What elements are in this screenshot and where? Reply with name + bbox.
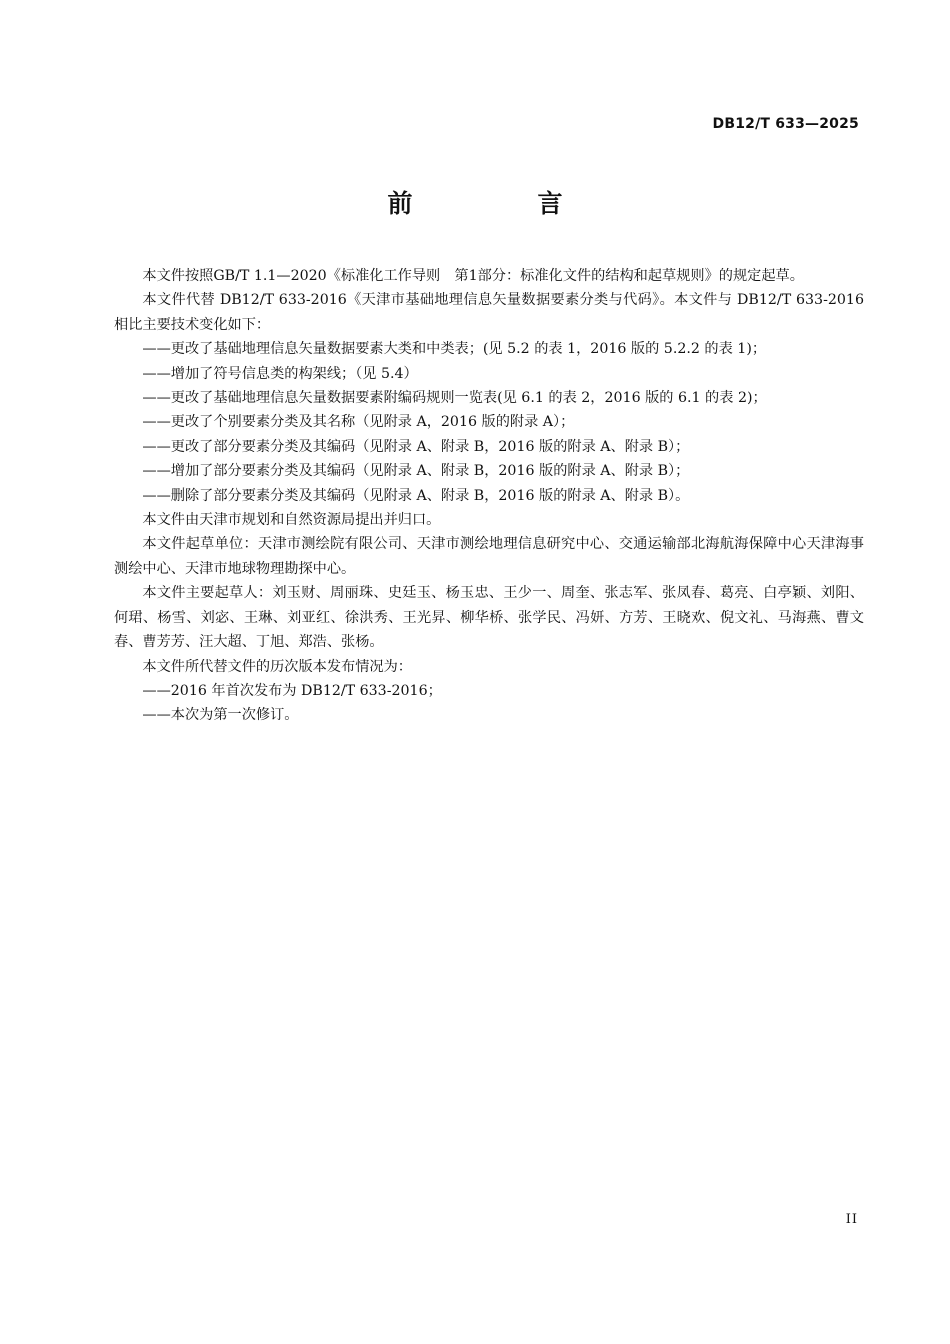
list-item: ——增加了部分要素分类及其编码（见附录 A、附录 B，2016 版的附录 A、附录 B）； — [142, 463, 690, 480]
foreword-body — [114, 264, 864, 728]
drafting-basis-paragraph: 本文件按照GB/T 1.1—2020《标准化工作导则 第1部分：标准化文件的结构和起草规则》的规定起草。 — [142, 268, 804, 284]
proposer-paragraph: 本文件由天津市规划和自然资源局提出并归口。 — [142, 512, 441, 529]
page-number: II — [845, 1212, 858, 1227]
list-item: ——更改了个别要素分类及其名称（见附录 A，2016 版的附录 A）； — [142, 414, 575, 431]
replacement-paragraph: 本文件代替 DB12/T 633-2016《天津市基础地理信息矢量数据要素分类与代码》。本文件与 DB12/T 633-2016 相比主要技术变化如下： — [114, 292, 864, 333]
list-item: ——更改了基础地理信息矢量数据要素附编码规则一览表(见 6.1 的表 2，2016 版的 6.1 的表 2)； — [142, 390, 767, 407]
page-title: 前 言 — [387, 189, 613, 218]
list-item: ——本次为第一次修订。 — [142, 707, 299, 724]
history-intro-paragraph: 本文件所代替文件的历次版本发布情况为： — [142, 658, 412, 675]
drafting-units-paragraph: 本文件起草单位：天津市测绘院有限公司、天津市测绘地理信息研究中心、交通运输部北海航海保障中心天津海事测绘中心、天津市地球物理勘探中心。 — [114, 536, 864, 577]
list-item: ——更改了部分要素分类及其编码（见附录 A、附录 B，2016 版的附录 A、附录 B）； — [142, 438, 690, 455]
list-item: ——删除了部分要素分类及其编码（见附录 A、附录 B，2016 版的附录 A、附录 B）。 — [142, 487, 690, 504]
list-item: ——2016 年首次发布为 DB12/T 633-2016； — [142, 682, 442, 699]
list-item: ——增加了符号信息类的构架线；（见 5.4） — [142, 365, 418, 382]
list-item: ——更改了基础地理信息矢量数据要素大类和中类表；(见 5.2 的表 1，2016 版的 5.2.2 的表 1)； — [142, 341, 767, 358]
document-code: DB12/T 633—2025 — [712, 116, 859, 132]
drafters-paragraph: 本文件主要起草人：刘玉财、周丽珠、史廷玉、杨玉忠、王少一、周奎、张志军、张凤春、葛亮、白亭颖、刘阳、何珺、杨雪、刘宓、王琳、刘亚红、徐洪秀、王光昇、柳华桥、张学民、冯妍、方芳、王晓欢、倪文礼、马海燕、曹文春、曹芳芳、汪大超、丁旭、郑浩、张杨。 — [114, 585, 864, 651]
